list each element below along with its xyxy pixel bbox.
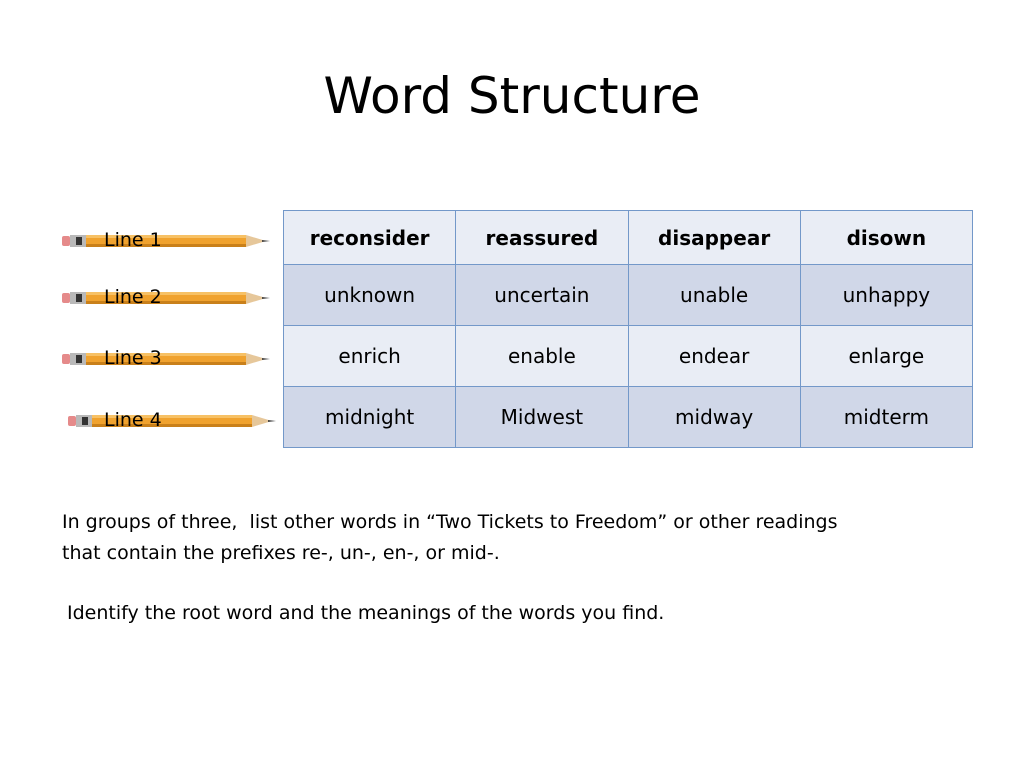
table-cell: unhappy <box>800 265 972 326</box>
line-1-label: Line 1 <box>104 229 162 251</box>
table-cell: unknown <box>284 265 456 326</box>
table-row <box>284 387 973 448</box>
pencil-icon <box>68 412 278 430</box>
table-cell: midterm <box>800 387 972 448</box>
table-cell: enrich <box>284 326 456 387</box>
table-cell: unable <box>628 265 800 326</box>
table-cell: Midwest <box>456 387 628 448</box>
table-cell: uncertain <box>456 265 628 326</box>
table-cell: reassured <box>456 211 628 265</box>
table-row <box>284 326 973 387</box>
line-3-label: Line 3 <box>104 347 162 369</box>
table-cell: reconsider <box>284 211 456 265</box>
line-4-label: Line 4 <box>104 409 162 431</box>
instruction-line-2: that contain the prefixes re-, un-, en-, or mid-. <box>62 542 500 564</box>
table-cell: enlarge <box>800 326 972 387</box>
table-cell: midway <box>628 387 800 448</box>
table-header-row <box>284 211 973 265</box>
pencil-icon <box>62 232 272 250</box>
instruction-line-1: In groups of three, list other words in “Two Tickets to Freedom” or other readings <box>62 511 838 533</box>
word-table <box>283 210 973 448</box>
line-2-label: Line 2 <box>104 286 162 308</box>
table-cell: disown <box>800 211 972 265</box>
pencil-icon <box>62 350 272 368</box>
slide-title: Word Structure <box>323 67 701 125</box>
table-row <box>284 265 973 326</box>
table-cell: disappear <box>628 211 800 265</box>
table-cell: endear <box>628 326 800 387</box>
pencil-icon <box>62 289 272 307</box>
table-cell: enable <box>456 326 628 387</box>
instruction-line-3: Identify the root word and the meanings of the words you find. <box>67 602 665 624</box>
table-cell: midnight <box>284 387 456 448</box>
